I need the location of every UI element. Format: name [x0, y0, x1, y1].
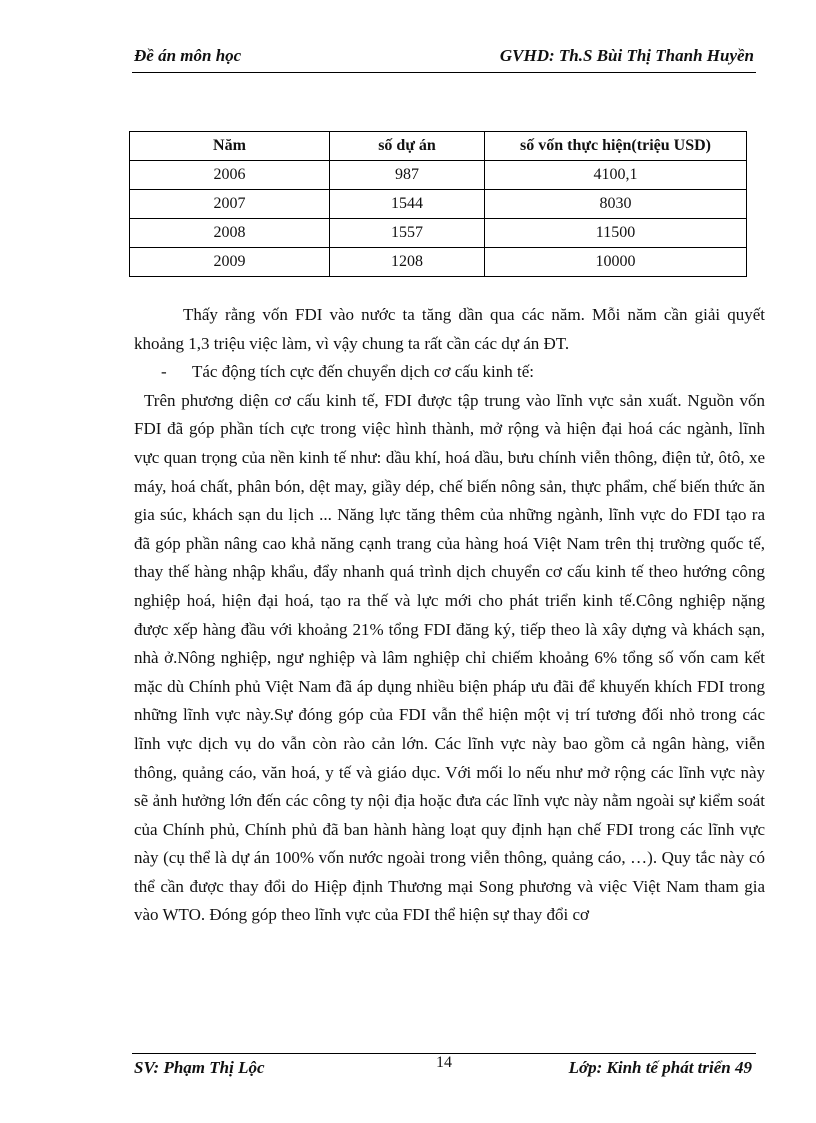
paragraph-economic-structure: Trên phương diện cơ cấu kinh tế, FDI được tập trung vào lĩnh vực sản xuất. Nguồn vốn FDI đã góp phần tích cực trong việc hình thành, mở rộng và hiện đại hoá các ngành, lĩnh vực quan trọng của nền kinh tế như: dầu khí, hoá dầu, bưu chính viễn thông, điện tử, ôtô, xe máy, hoá chất, phân bón, dệt may, giầy dép, chế biến nông sản, thực phẩm, chế biến thức ăn gia súc, khách sạn du lịch ... Năng lực tăng thêm của những ngành, lĩnh vực do FDI tạo ra đã góp phần nâng cao khả năng cạnh trang của hàng hoá Việt Nam trên thị trường quốc tế, thay thế hàng nhập khẩu, đẩy nhanh quá trình dịch chuyển cơ cấu kinh tế theo hướng công nghiệp hoá, hiện đại hoá, tạo ra thế và lực mới cho phát triển kinh tế.Công nghiệp nặng được xếp hàng đầu với khoảng 21% tổng FDI đăng ký, tiếp theo là xây dựng và khách sạn, nhà ở.Nông nghiệp, ngư nghiệp và lâm nghiệp chỉ chiếm khoảng 6% tổng số vốn cam kết mặc dù Chính phủ Việt Nam đã áp dụng nhiều biện pháp ưu đãi để khuyến khích FDI trong những lĩnh vực này.Sự đóng góp của FDI vẫn thể hiện một vị trí tương đối nhỏ trong các lĩnh vực dịch vụ do vẫn còn rào cản lớn. Các lĩnh vực này bao gồm cả ngân hàng, viễn thông, quảng cáo, văn hoá, y tế và giáo dục. Với mối lo nếu như mở rộng các lĩnh vực này sẽ ảnh hưởng lớn đến các công ty nội địa hoặc đưa các lĩnh vực này nằm ngoài sự kiểm soát của Chính phủ, Chính phủ đã ban hành hàng loạt quy định hạn chế FDI trong các lĩnh vực này (cụ thể là dự án 100% vốn nước ngoài trong viễn thông, quảng cáo, …). Quy tắc này có thể cần được thay đổi do Hiệp định Thương mại Song phương và việc Việt Nam tham gia vào WTO. Đóng góp theo lĩnh vực của FDI thể hiện sự thay đổi cơ [134, 390, 765, 925]
cell-capital: 4100,1 [485, 161, 747, 190]
cell-capital: 8030 [485, 190, 747, 219]
page-header [132, 44, 756, 73]
table-header-row [130, 132, 747, 161]
header-course-title: Đề án môn học [134, 46, 242, 65]
footer-student: SV: Phạm Thị Lộc [134, 1058, 265, 1077]
cell-capital: 11500 [485, 219, 747, 248]
cell-projects: 987 [330, 161, 485, 190]
cell-projects: 1208 [330, 248, 485, 277]
col-projects-header: số dự án [330, 132, 485, 161]
cell-capital: 10000 [485, 248, 747, 277]
table-row [130, 161, 747, 190]
cell-year: 2009 [130, 248, 330, 277]
table-row [130, 248, 747, 277]
paragraph-fdi-growth: Thấy rằng vốn FDI vào nước ta tăng dần qua các năm. Mỗi năm cần giải quyết khoảng 1,3 triệu việc làm, vì vậy chung ta rất cần các dự án ĐT. [134, 305, 765, 353]
bullet-text: Tác động tích cực đến chuyển dịch cơ cấu kinh tế: [192, 362, 535, 382]
cell-year: 2006 [130, 161, 330, 190]
page-number: 14 [436, 1054, 452, 1071]
cell-projects: 1544 [330, 190, 485, 219]
cell-projects: 1557 [330, 219, 485, 248]
body-text [134, 301, 765, 930]
table-row [130, 190, 747, 219]
fdi-table [129, 131, 747, 277]
footer-class: Lớp: Kinh tế phát triển 49 [568, 1058, 752, 1077]
bullet-marker: - [161, 362, 167, 382]
cell-year: 2007 [130, 190, 330, 219]
bullet-item [134, 358, 765, 387]
col-year-header: Năm [130, 132, 330, 161]
page-footer [132, 1053, 756, 1082]
header-instructor: GVHD: Th.S Bùi Thị Thanh Huyền [499, 46, 754, 65]
table-row [130, 219, 747, 248]
cell-year: 2008 [130, 219, 330, 248]
col-capital-header: số vốn thực hiện(triệu USD) [485, 132, 747, 161]
